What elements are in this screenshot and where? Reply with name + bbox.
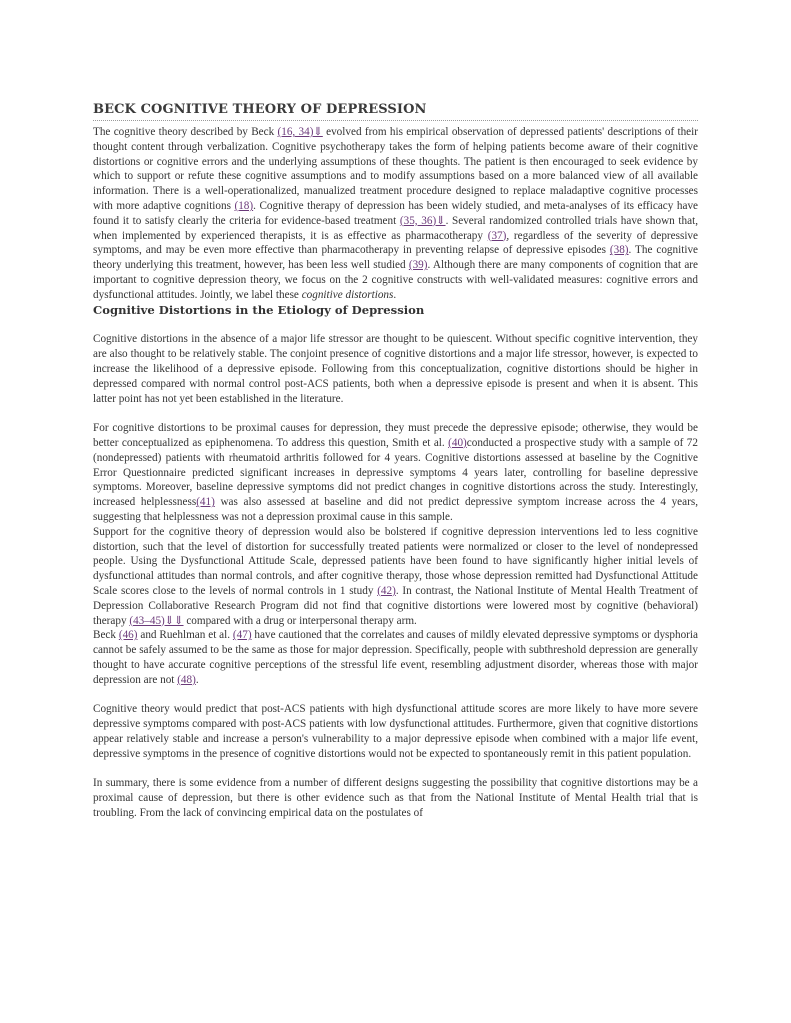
citation-link[interactable]: (35, 36)⇓ bbox=[399, 214, 446, 227]
page-title: BECK COGNITIVE THEORY OF DEPRESSION bbox=[93, 100, 698, 121]
text-run: . Several randomized controlled trials have shown that, when implemented by experienced therapists, it is as effective as pharmacotherapy bbox=[93, 214, 698, 242]
spacer bbox=[93, 406, 698, 421]
paragraph-quiescent: Cognitive distortions in the absence of a major life stressor are thought to be quiescent. Without specific cognitive intervention, they are also thought to be relatively stable. The conjoint presence of cognitive distortions and a major life stressor, however, is expected to increase the likelihood of a depressive episode. Following from this conceptualization, cognitive distortions should be higher in depressed compared with normal control post-ACS patients, both when a depressive episode is present and when it is absent. This latter point has not yet been established in the literature. bbox=[93, 333, 698, 405]
spacer bbox=[93, 761, 698, 776]
emphasis-text: cognitive distortions bbox=[301, 288, 394, 301]
text-run: . bbox=[195, 673, 199, 686]
citation-link[interactable]: (16, 34)⇓ bbox=[277, 126, 323, 138]
text-run: have cautioned that the correlates and causes of mildly elevated depressive symptoms or dysphoria cannot be safely assumed to be the same as those for major depression. Specifically, people with subthreshold depression are generally thought to have accurate cognitive perceptions of the stressful life event, resembling adjustment disorder, whereas those with major depression are not bbox=[93, 629, 698, 686]
text-run: . Although there are many components of cognition that are important to cognitive depression theory, we focus on the 2 cognitive constructs with well-validated measures: cognitive errors and dysfunctional attitudes. Jointly, we label these bbox=[93, 259, 698, 301]
text-run: . The cognitive theory underlying this treatment, however, has been less well studied bbox=[93, 244, 699, 272]
citation-link[interactable]: (42) bbox=[377, 584, 396, 597]
text-run: and Ruehlman et al. bbox=[137, 629, 233, 642]
text-run: , regardless of the severity of depressive symptoms, and may be even more effective than pharmacotherapy in preventing relapse of depressive episodes bbox=[93, 229, 698, 257]
text-run: compared with a drug or interpersonal therapy arm. bbox=[183, 614, 417, 627]
article bbox=[93, 100, 698, 821]
text-run: evolved from his empirical observation of depressed patients' descriptions of their thought content through verbalization. Cognitive psychotherapy takes the form of helping patients become aware of their cognitive distortions or cognitive errors and the underlying assumptions of these thoughts. The patient is then encouraged to seek evidence by which to support or refute these cognitive assumptions and to modify assumptions based on a more balanced view of all available information. There is a well-operationalized, manualized treatment procedure designed to replace maladaptive cognitive processes with more adaptive cognitions bbox=[93, 126, 698, 212]
citation-link[interactable]: (40) bbox=[448, 436, 467, 449]
text-run: Beck bbox=[93, 629, 119, 642]
spacer bbox=[93, 687, 698, 702]
citation-link[interactable]: (46) bbox=[118, 629, 138, 642]
citation-link[interactable]: (43–45)⇓⇓ bbox=[129, 614, 184, 627]
paragraph-beck-ruehlman bbox=[93, 628, 698, 687]
citation-link[interactable]: (47) bbox=[232, 629, 252, 642]
citation-link[interactable]: (38) bbox=[609, 244, 629, 257]
paragraph-support bbox=[93, 525, 698, 629]
text-run: For cognitive distortions to be proximal causes for depression, they must precede the depressive episode; otherwise, they would be better conceptualized as epiphenomena. To address this question, Smith et al. bbox=[93, 422, 698, 449]
citation-link[interactable]: (48) bbox=[177, 673, 196, 686]
citation-link[interactable]: (37) bbox=[487, 229, 507, 242]
citation-link[interactable]: (39) bbox=[408, 259, 428, 272]
text-run: Support for the cognitive theory of depression would also be bolstered if cognitive depression interventions led to less cognitive distortion, such that the level of distortion for successfully treated patients were normalized or closer to the level of nondepressed people. Using the Dysfunctional Attitude Scale, depressed patients have been found to have significantly higher initial levels of dysfunctional attitudes than normal controls, and after cognitive therapy, those whose depression remitted had Dysfunctional Attitude Scale scores close to the levels of normal controls in 1 study bbox=[93, 525, 698, 597]
citation-link[interactable]: (41) bbox=[196, 496, 215, 509]
text-run: . Cognitive therapy of depression has been widely studied, and meta-analyses of its efficacy have found it to satisfy clearly the criteria for evidence-based treatment bbox=[93, 199, 699, 227]
paragraph-proximal-causes bbox=[93, 421, 698, 525]
text-run: . In contrast, the National Institute of Mental Health Treatment of Depression Collaborative Research Program did not find that cognitive distortions were lowered most by cognitive (behavioral) therapy bbox=[93, 584, 698, 627]
text-run: . bbox=[393, 288, 397, 301]
text-run: conducted a prospective study with a sample of 72 (nondepressed) patients with rheumatoid arthritis followed for 4 years. Cognitive distortions assessed at baseline by the Cognitive Error Questionnaire predicted significant increases in depressive symptoms 4 years later, controlling for baseline depressive symptoms. Moreover, baseline depressive symptoms did not predict changes in cognitive distortions across the study. Interestingly, increased helplessness bbox=[93, 436, 698, 509]
text-run: The cognitive theory described by Beck bbox=[93, 126, 278, 138]
text-run: was also assessed at baseline and did not predict depressive symptom increase across the 4 years, suggesting that helplessness was not a depression proximal cause in this sample. bbox=[93, 496, 698, 523]
spacer bbox=[93, 318, 698, 333]
paragraph-prediction: Cognitive theory would predict that post-ACS patients with high dysfunctional attitude scores are more likely to have more severe depressive symptoms compared with post-ACS patients with low dysfunctional attitudes. Furthermore, given that cognitive distortions appear relatively stable and increase a person's vulnerability to a major depressive episode when combined with a major life event, depressive symptoms in the presence of cognitive distortions would not be expected to spontaneously remit in this patient population. bbox=[93, 703, 698, 760]
section-heading: Cognitive Distortions in the Etiology of Depression bbox=[93, 302, 425, 317]
paragraph-summary: In summary, there is some evidence from a number of different designs suggesting the possibility that cognitive distortions may be a proximal cause of depression, but there is other evidence such as that from the National Institute of Mental Health trial that is troubling. From the lack of convincing empirical data on the postulates of bbox=[93, 777, 698, 819]
citation-link[interactable]: (18) bbox=[234, 199, 254, 212]
paragraph-intro bbox=[93, 125, 698, 303]
